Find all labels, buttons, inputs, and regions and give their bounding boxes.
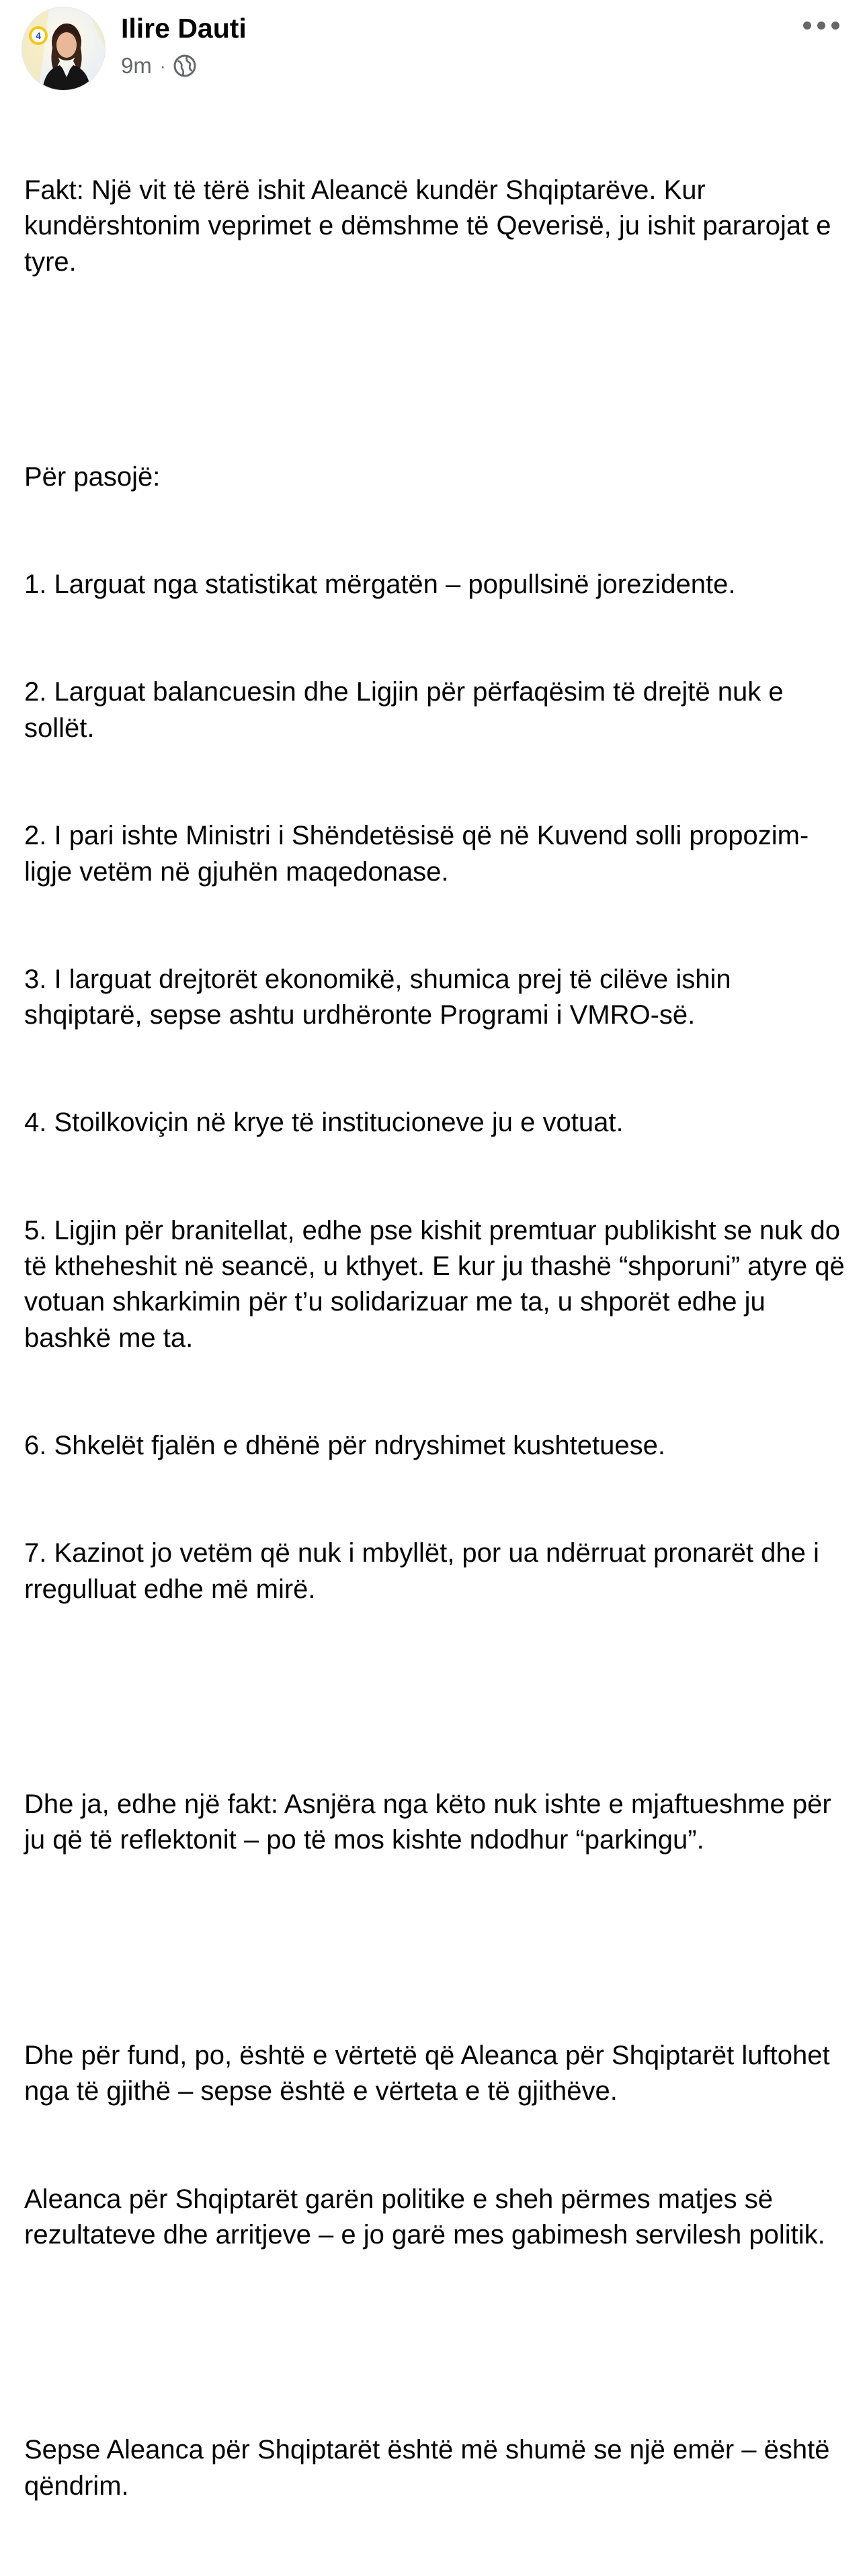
post-paragraph: [24, 388, 851, 1679]
globe-icon[interactable]: [173, 54, 197, 78]
author-name[interactable]: Ilire Dauti: [121, 13, 247, 44]
post-line: 2. I pari ishte Ministri i Shëndetësisë që në Kuvend solli propozim-ligje vetëm në gjuhën maqedonase.: [24, 821, 809, 887]
post-header: [0, 0, 867, 94]
post-timestamp[interactable]: 9m: [121, 53, 152, 78]
post-paragraph: [24, 2361, 851, 2576]
post-line: 4. Stoilkoviçin në krye të institucioneve ju e votuat.: [24, 1108, 624, 1138]
post-line: Dhe për fund, po, është e vërtetë që Aleanca për Shqiptarët luftohet nga të gjithë – sepse është e vërteta e të gjithëve.: [24, 2040, 837, 2106]
post-paragraph: [24, 1715, 851, 1930]
post-line: Fakt: Një vit të tërë ishit Aleancë kundër Shqiptarëve. Kur kundërshtonim veprimet e dëmshme të Qeverisë, ju ishit pararojat e tyre.: [24, 175, 839, 277]
meta-separator: ·: [159, 55, 166, 76]
post-line: Dhe ja, edhe një fakt: Asnjëra nga këto nuk ishte e mjaftueshme për ju që të reflektonit – po të mos kishte ndodhur “parkingu”.: [24, 1789, 839, 1855]
post-line: Aleanca për Shqiptarët garën politike e sheh përmes matjes së rezultateve dhe arritjeve – e jo garë mes gabimesh servilesh politik.: [24, 2184, 825, 2250]
post-paragraph: [24, 101, 851, 352]
post-meta: [121, 51, 197, 81]
avatar-badge-number: 4: [36, 30, 41, 41]
post-line: 3. I larguat drejtorët ekonomikë, shumica prej të cilëve ishin shqiptarë, sepse ashtu urdhëronte Programi i VMRO-së.: [24, 964, 739, 1030]
more-options-button[interactable]: [793, 9, 850, 42]
post-line: Sepse Aleanca për Shqiptarët është më shumë se një emër – është qëndrim.: [24, 2435, 837, 2501]
avatar-image: [22, 7, 105, 90]
post-text: [24, 101, 851, 2576]
post-line: Për pasojë:: [24, 462, 161, 492]
post-paragraph: [24, 1966, 851, 2325]
post-line: 1. Larguat nga statistikat mërgatën – popullsinë jorezidente.: [24, 570, 736, 600]
post-line: 7. Kazinot jo vetëm që nuk i mbyllët, por ua ndërruat pronarët dhe i rregulluat edhe më mirë.: [24, 1538, 827, 1604]
more-horizontal-icon: [803, 21, 839, 30]
post-line: 5. Ligjin për branitellat, edhe pse kishit premtuar publikisht se nuk do të ktheheshit në seancë, u kthyet. E kur ju thashë “shporuni” atyre që votuan shkarkimin për t’u solidarizuar me ta, u shporët edhe ju bashkë me ta.: [24, 1215, 852, 1353]
avatar[interactable]: [22, 7, 106, 91]
post-line: 6. Shkelët fjalën e dhënë për ndryshimet kushtetuese.: [24, 1431, 665, 1461]
post-line: 2. Larguat balancuesin dhe Ligjin për përfaqësim të drejtë nuk e sollët.: [24, 677, 791, 743]
